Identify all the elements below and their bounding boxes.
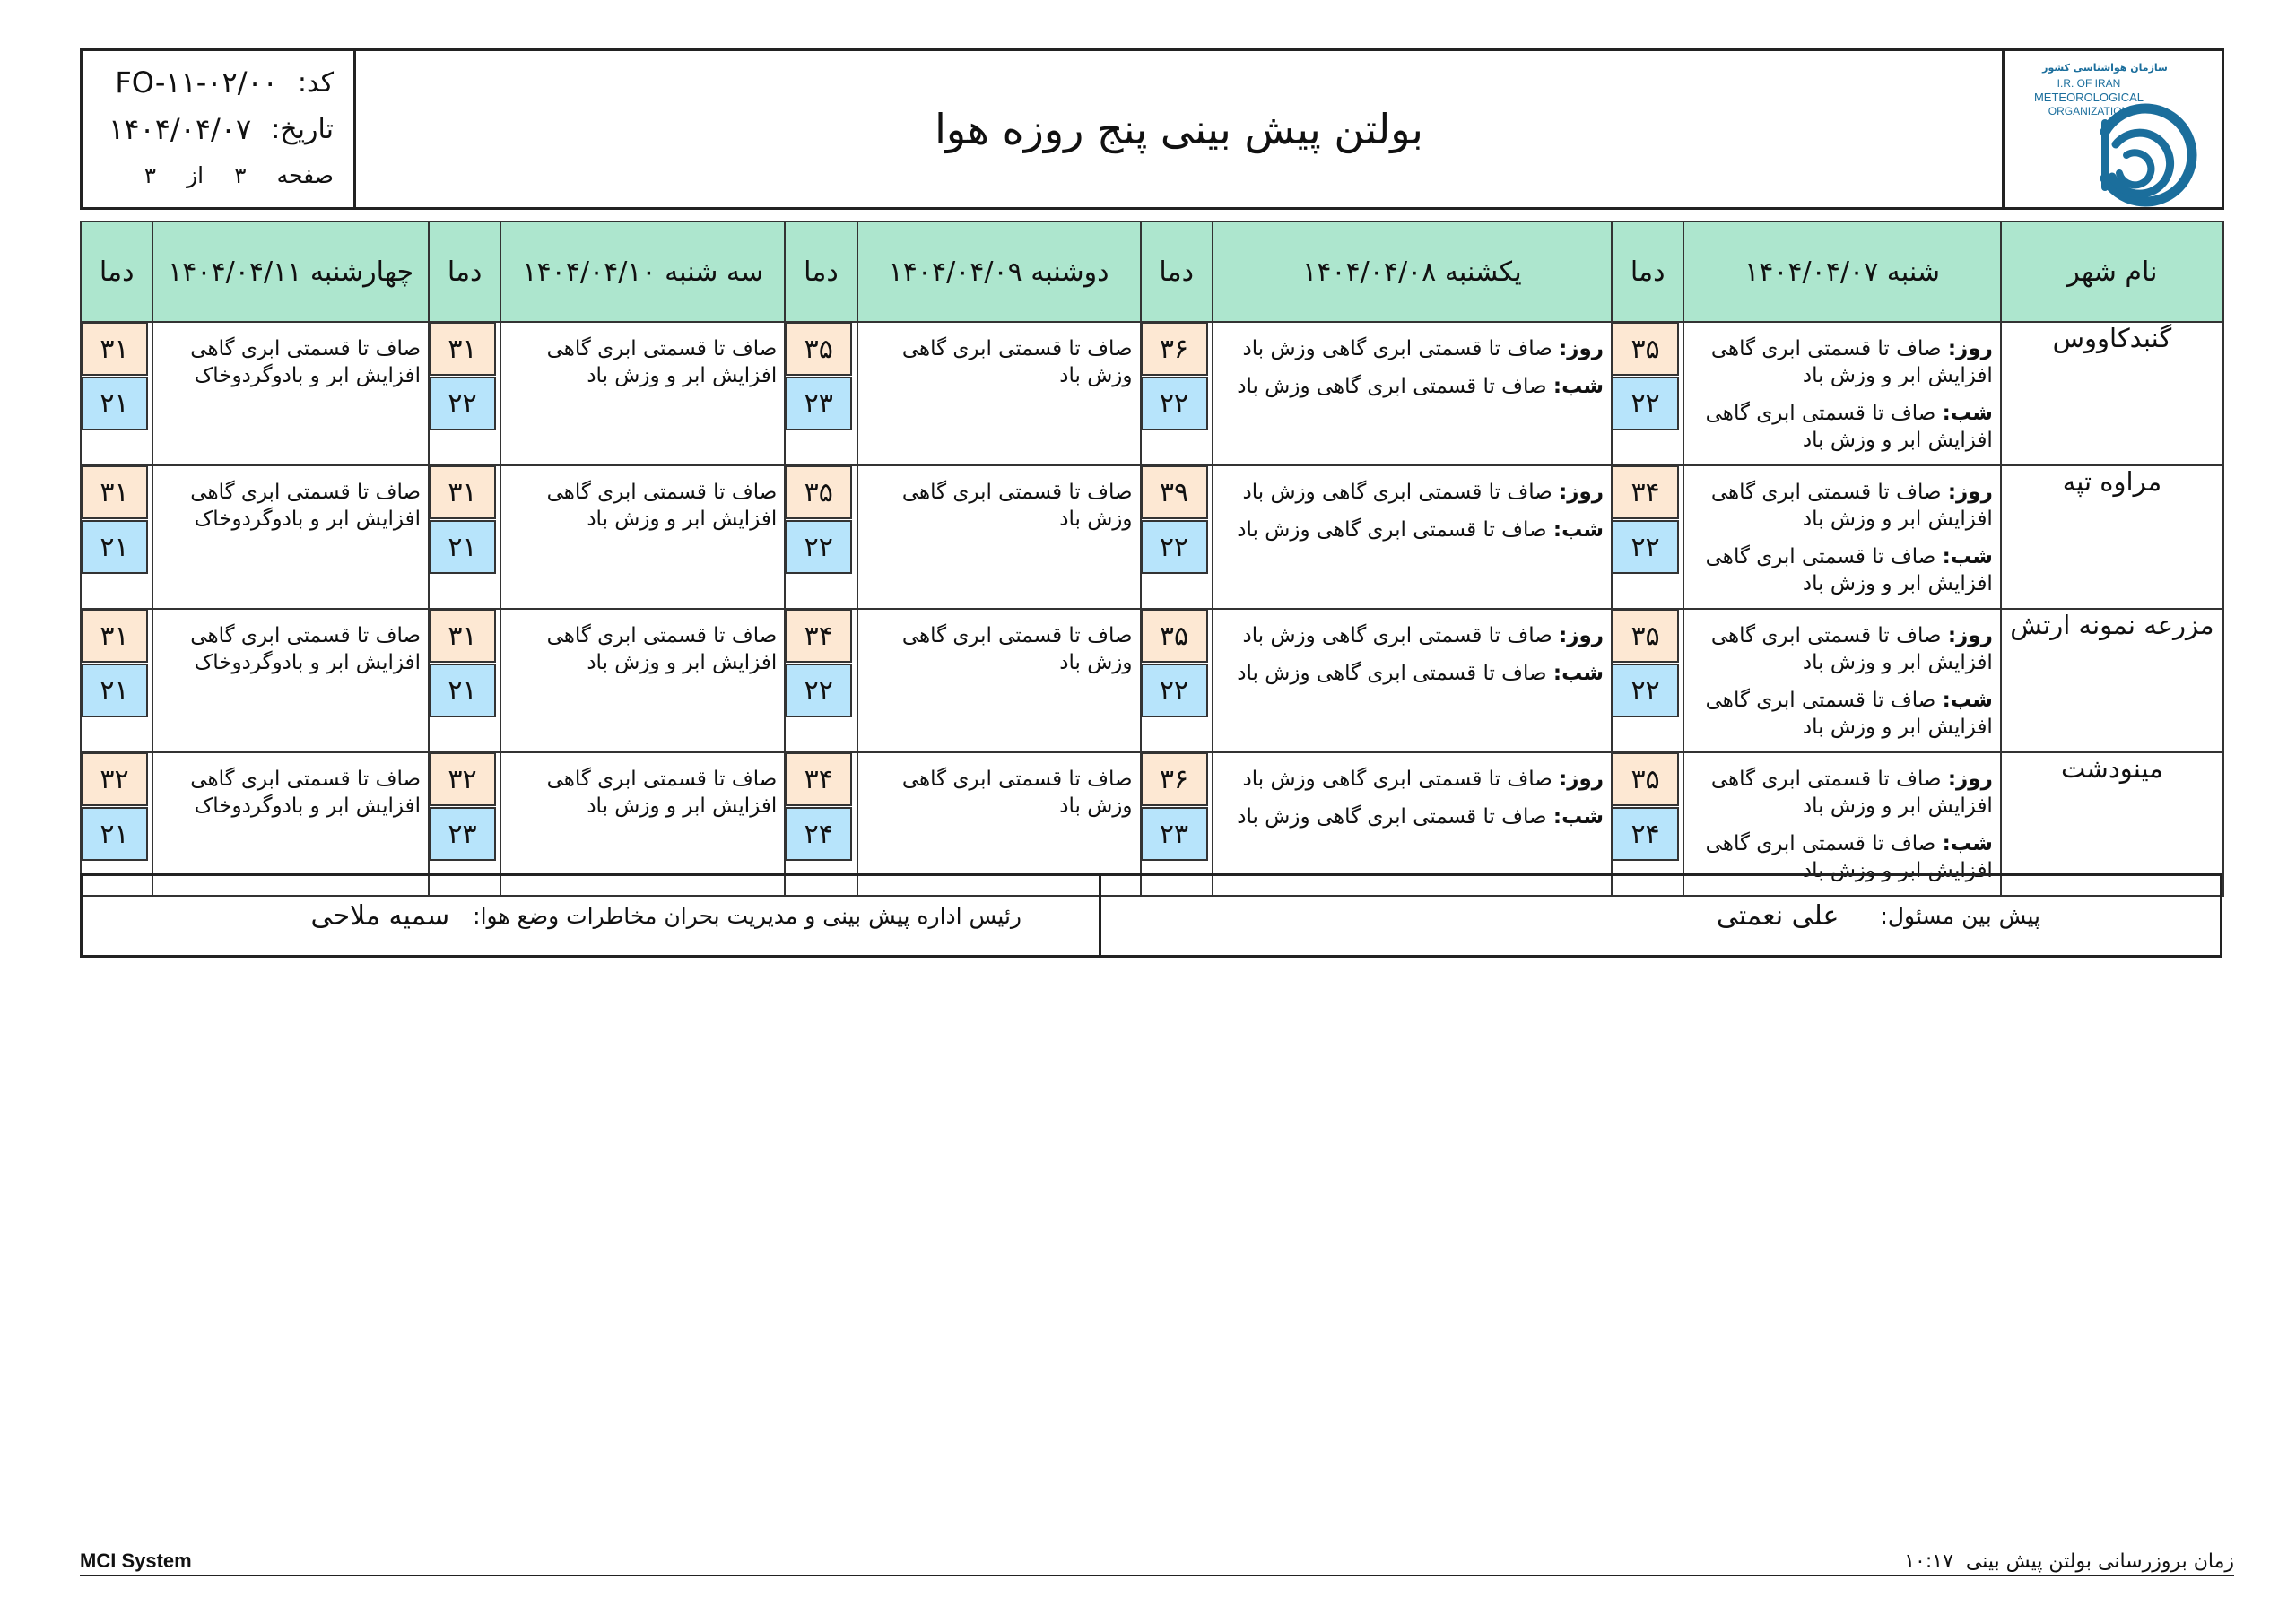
night-forecast-text: صاف تا قسمتی ابری گاهی افزایش ابر و وزش باد (1705, 832, 1993, 882)
night-label: شب: (1552, 375, 1605, 398)
night-forecast (1690, 400, 1993, 454)
update-time: ۱۰:۱۷ (1904, 1549, 1953, 1573)
min-temp: ۲۱ (81, 520, 148, 574)
day-column-header: چهارشنبه ۱۴۰۴/۰۴/۱۱ (152, 221, 429, 322)
min-temp: ۲۳ (785, 377, 852, 430)
min-temp: ۲۴ (1612, 807, 1679, 861)
forecast-text: صاف تا قسمتی ابری گاهی افزایش ابر و بادوگردوخاک (190, 337, 421, 387)
max-temp: ۳۵ (785, 465, 852, 519)
night-label: شب: (1552, 662, 1605, 685)
forecast-cell (1213, 322, 1612, 465)
forecast-cell (500, 609, 785, 752)
night-label: شب: (1942, 689, 1993, 712)
forecast-text: صاف تا قسمتی ابری گاهی افزایش ابر و وزش باد (546, 624, 778, 674)
night-forecast-text: صاف تا قسمتی ابری گاهی افزایش ابر و وزش باد (1705, 402, 1993, 452)
night-forecast-text: صاف تا قسمتی ابری گاهی وزش باد (1237, 662, 1547, 685)
date-value: ۱۴۰۴/۰۴/۰۷ (109, 112, 252, 146)
temp-cell (81, 609, 152, 752)
table-header-row (81, 221, 2223, 322)
forecast-cell (1683, 322, 2001, 465)
forecast-cell (857, 465, 1141, 609)
bulletin-header (80, 48, 2224, 210)
min-temp: ۲۲ (1141, 664, 1208, 717)
max-temp: ۳۵ (1612, 322, 1679, 376)
max-temp: ۳۶ (1141, 752, 1208, 806)
max-temp: ۳۱ (429, 609, 496, 663)
head-label: رئیس اداره پیش بینی و مدیریت بحران مخاطرات وضع هوا: (473, 902, 1022, 929)
min-temp: ۲۲ (785, 520, 852, 574)
max-temp: ۳۱ (81, 322, 148, 376)
table-row (81, 609, 2223, 752)
day-forecast (1219, 766, 1604, 793)
forecast-text: صاف تا قسمتی ابری گاهی افزایش ابر و بادوگردوخاک (190, 481, 421, 531)
night-label: شب: (1942, 402, 1993, 425)
page-label: صفحه (276, 162, 334, 188)
max-temp: ۳۱ (81, 609, 148, 663)
min-temp: ۲۲ (785, 664, 852, 717)
temp-column-header: دما (1141, 221, 1213, 322)
day-forecast (1219, 622, 1604, 649)
day-forecast-text: صاف تا قسمتی ابری گاهی افزایش ابر و وزش باد (1710, 337, 1993, 387)
page-total: ۳ (144, 162, 157, 188)
max-temp: ۳۹ (1141, 465, 1208, 519)
forecast-cell (1683, 609, 2001, 752)
day-forecast (1690, 766, 1993, 820)
forecast-text: صاف تا قسمتی ابری گاهی وزش باد (901, 481, 1133, 531)
code-value: FO-۱۱-۰۲/۰۰ (115, 65, 278, 100)
city-name: گنبدکاووس (2001, 322, 2223, 465)
min-temp: ۲۱ (429, 664, 496, 717)
temp-column-header: دما (81, 221, 152, 322)
day-forecast (1219, 479, 1604, 506)
forecaster-signature (1099, 876, 2220, 955)
forecaster-name: علی نعمتی (1716, 899, 1839, 932)
table-row (81, 322, 2223, 465)
forecast-cell (152, 322, 429, 465)
temp-cell (81, 465, 152, 609)
day-forecast-text: صاف تا قسمتی ابری گاهی وزش باد (1242, 768, 1552, 791)
forecast-table (80, 221, 2224, 897)
forecast-text: صاف تا قسمتی ابری گاهی افزایش ابر و بادوگردوخاک (190, 624, 421, 674)
max-temp: ۳۱ (81, 465, 148, 519)
day-label: روز: (1559, 481, 1605, 504)
day-column-header: یکشنبه ۱۴۰۴/۰۴/۰۸ (1213, 221, 1612, 322)
night-label: شب: (1552, 518, 1605, 542)
min-temp: ۲۴ (785, 807, 852, 861)
min-temp: ۲۳ (1141, 807, 1208, 861)
forecast-cell (1213, 465, 1612, 609)
forecast-cell (857, 609, 1141, 752)
code-label: کد: (297, 66, 334, 99)
max-temp: ۳۴ (1612, 465, 1679, 519)
temp-cell (1141, 322, 1213, 465)
max-temp: ۳۲ (81, 752, 148, 806)
max-temp: ۳۵ (785, 322, 852, 376)
day-label: روز: (1947, 768, 1993, 791)
forecaster-label: پیش بین مسئول: (1880, 902, 2040, 929)
night-forecast-text: صاف تا قسمتی ابری گاهی وزش باد (1237, 375, 1547, 398)
temp-column-header: دما (429, 221, 500, 322)
logo-text-en-3: ORGANIZATION (2048, 105, 2130, 117)
max-temp: ۳۴ (785, 609, 852, 663)
update-info (1904, 1550, 2234, 1573)
day-column-header: شنبه ۱۴۰۴/۰۴/۰۷ (1683, 221, 2001, 322)
max-temp: ۳۱ (429, 322, 496, 376)
forecast-text: صاف تا قسمتی ابری گاهی افزایش ابر و وزش باد (546, 768, 778, 818)
city-name: مزرعه نمونه ارتش (2001, 609, 2223, 752)
night-forecast-text: صاف تا قسمتی ابری گاهی وزش باد (1237, 518, 1547, 542)
code-row (115, 65, 334, 100)
day-forecast-text: صاف تا قسمتی ابری گاهی افزایش ابر و وزش باد (1710, 624, 1993, 674)
min-temp: ۲۲ (1612, 377, 1679, 430)
temp-cell (429, 322, 500, 465)
night-label: شب: (1552, 805, 1605, 829)
day-forecast (1690, 479, 1993, 533)
forecast-cell (1213, 609, 1612, 752)
city-column-header: نام شهر (2001, 221, 2223, 322)
min-temp: ۲۱ (81, 807, 148, 861)
day-forecast-text: صاف تا قسمتی ابری گاهی افزایش ابر و وزش باد (1710, 481, 1993, 531)
page-number: ۳ (234, 162, 247, 188)
logo-text-fa: سازمان هواشناسی کشور (2042, 62, 2168, 74)
forecast-text: صاف تا قسمتی ابری گاهی وزش باد (901, 624, 1133, 674)
min-temp: ۲۲ (1141, 520, 1208, 574)
max-temp: ۳۵ (1612, 609, 1679, 663)
day-label: روز: (1947, 481, 1993, 504)
min-temp: ۲۱ (81, 377, 148, 430)
meteorological-logo-icon (2005, 51, 2216, 207)
day-forecast-text: صاف تا قسمتی ابری گاهی وزش باد (1242, 337, 1552, 360)
max-temp: ۳۵ (1141, 609, 1208, 663)
night-forecast-text: صاف تا قسمتی ابری گاهی وزش باد (1237, 805, 1547, 829)
min-temp: ۲۲ (1141, 377, 1208, 430)
day-label: روز: (1559, 337, 1605, 360)
min-temp: ۲۲ (429, 377, 496, 430)
night-forecast (1690, 543, 1993, 597)
temp-cell (1141, 609, 1213, 752)
night-label: شب: (1942, 832, 1993, 855)
date-label: تاریخ: (271, 113, 334, 145)
forecast-cell (152, 465, 429, 609)
temp-cell (429, 465, 500, 609)
min-temp: ۲۱ (429, 520, 496, 574)
forecast-text: صاف تا قسمتی ابری گاهی افزایش ابر و وزش باد (546, 337, 778, 387)
temp-column-header: دما (785, 221, 857, 322)
day-forecast-text: صاف تا قسمتی ابری گاهی افزایش ابر و وزش باد (1710, 768, 1993, 818)
temp-cell (429, 609, 500, 752)
city-name: مراوه تپه (2001, 465, 2223, 609)
forecast-cell (152, 609, 429, 752)
forecast-cell (500, 465, 785, 609)
temp-cell (785, 465, 857, 609)
organization-logo (2002, 51, 2222, 207)
day-forecast-text: صاف تا قسمتی ابری گاهی وزش باد (1242, 624, 1552, 647)
forecast-cell (500, 322, 785, 465)
min-temp: ۲۳ (429, 807, 496, 861)
day-forecast (1690, 335, 1993, 389)
date-row (109, 112, 334, 146)
forecast-cell (1683, 465, 2001, 609)
system-name: MCI System (80, 1549, 192, 1572)
table-row (81, 465, 2223, 609)
max-temp: ۳۴ (785, 752, 852, 806)
temp-cell (1612, 322, 1683, 465)
day-label: روز: (1559, 624, 1605, 647)
forecast-text: صاف تا قسمتی ابری گاهی افزایش ابر و بادوگردوخاک (190, 768, 421, 818)
temp-cell (785, 322, 857, 465)
head-name: سمیه ملاحی (310, 899, 450, 932)
document-meta (83, 51, 356, 207)
temp-column-header: دما (1612, 221, 1683, 322)
logo-text-en-2: METEOROLOGICAL (2033, 91, 2144, 104)
day-forecast-text: صاف تا قسمتی ابری گاهی وزش باد (1242, 481, 1552, 504)
day-forecast (1690, 622, 1993, 676)
night-forecast (1219, 803, 1604, 830)
temp-cell (1612, 465, 1683, 609)
temp-cell (1141, 465, 1213, 609)
page-of: از (187, 162, 204, 188)
min-temp: ۲۲ (1612, 664, 1679, 717)
night-forecast (1219, 516, 1604, 543)
forecast-text: صاف تا قسمتی ابری گاهی وزش باد (901, 337, 1133, 387)
signature-box (80, 873, 2222, 958)
forecast-text: صاف تا قسمتی ابری گاهی افزایش ابر و وزش باد (546, 481, 778, 531)
night-label: شب: (1942, 545, 1993, 568)
min-temp: ۲۲ (1612, 520, 1679, 574)
temp-cell (81, 322, 152, 465)
day-column-header: دوشنبه ۱۴۰۴/۰۴/۰۹ (857, 221, 1141, 322)
city-name: مینودشت (2001, 752, 2223, 896)
max-temp: ۳۶ (1141, 322, 1208, 376)
night-forecast-text: صاف تا قسمتی ابری گاهی افزایش ابر و وزش باد (1705, 545, 1993, 595)
logo-text-en-1: I.R. OF IRAN (2057, 77, 2121, 90)
day-column-header: سه شنبه ۱۴۰۴/۰۴/۱۰ (500, 221, 785, 322)
page-footer (80, 1548, 2234, 1576)
day-label: روز: (1947, 624, 1993, 647)
update-label: زمان بروزرسانی بولتن پیش بینی (1965, 1549, 2234, 1573)
day-forecast (1219, 335, 1604, 362)
forecast-text: صاف تا قسمتی ابری گاهی وزش باد (901, 768, 1133, 818)
page-row (144, 162, 334, 188)
night-forecast (1219, 373, 1604, 400)
day-label: روز: (1947, 337, 1993, 360)
min-temp: ۲۱ (81, 664, 148, 717)
max-temp: ۳۵ (1612, 752, 1679, 806)
temp-cell (785, 609, 857, 752)
max-temp: ۳۱ (429, 465, 496, 519)
day-label: روز: (1559, 768, 1605, 791)
max-temp: ۳۲ (429, 752, 496, 806)
temp-cell (1612, 609, 1683, 752)
forecast-cell (857, 322, 1141, 465)
night-forecast-text: صاف تا قسمتی ابری گاهی افزایش ابر و وزش باد (1705, 689, 1993, 739)
head-signature (83, 876, 1099, 955)
night-forecast (1219, 660, 1604, 687)
night-forecast (1690, 687, 1993, 741)
page-title: بولتن پیش بینی پنج روزه هوا (935, 105, 1423, 153)
